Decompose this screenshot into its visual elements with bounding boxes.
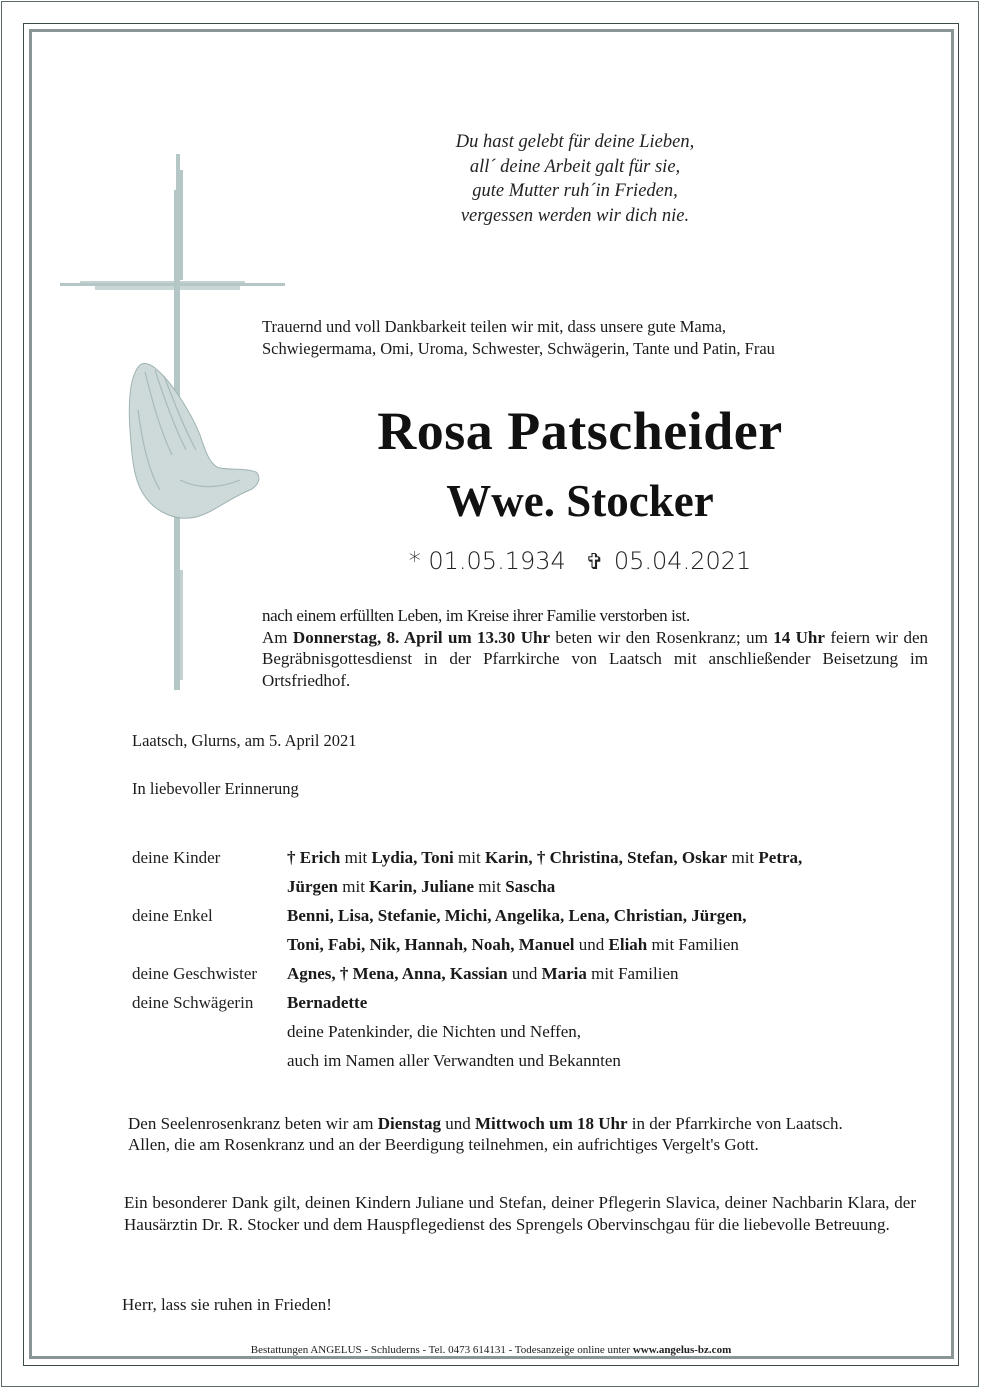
cross-icon: ✞ (585, 550, 604, 575)
family-row-kinder (132, 843, 932, 872)
text: mit (338, 877, 370, 896)
text: mit (453, 848, 485, 867)
family-label: deine Geschwister (132, 964, 258, 983)
intro-line: Trauernd und voll Dankbarkeit teilen wir mit, dass unsere gute Mama, (262, 317, 727, 336)
family-names-continued (132, 872, 932, 901)
announcement-line: nach einem erfüllten Leben, im Kreise ihrer Familie verstorben ist. (262, 606, 690, 625)
family-member-name: Maria (541, 964, 587, 983)
text: und (441, 1114, 475, 1133)
family-list (132, 843, 932, 1075)
rosary-line (128, 1113, 914, 1134)
family-member-name: Petra, (758, 848, 803, 867)
poem (400, 130, 750, 228)
text: mit (474, 877, 506, 896)
text: mit (727, 848, 759, 867)
closing-line: Herr, lass sie ruhen in Frieden! (122, 1295, 332, 1314)
deceased-maiden-name: Wwe. Stocker (446, 476, 714, 526)
family-row-enkel (132, 901, 932, 930)
family-names-continued (132, 930, 932, 959)
family-row-schwaegerin (132, 988, 932, 1017)
family-names (287, 988, 367, 1017)
remembrance-heading: In liebevoller Erinnerung (132, 779, 299, 798)
poem-line: Du hast gelebt für deine Lieben, (455, 132, 695, 152)
rosary-day-time: Mittwoch um 18 Uhr (475, 1114, 628, 1133)
intro-text (262, 316, 775, 360)
text: mit Familien (647, 935, 739, 954)
text: mit Familien (586, 964, 679, 983)
family-member-name: Toni, Fabi, Nik, Hannah, Noah, Manuel (287, 935, 575, 954)
poem-line: vergessen werden wir dich nie. (460, 205, 690, 226)
text: mit (340, 848, 372, 867)
rosary-date-time: Donnerstag, 8. April um 13.30 Uhr (292, 627, 550, 647)
family-member-name: Agnes, † Mena, Anna, Kassian (287, 964, 508, 983)
text: Am (262, 627, 293, 647)
family-member-name: Bernadette (287, 993, 368, 1012)
announcement (262, 605, 928, 691)
family-label: deine Enkel (132, 906, 213, 925)
footer-url[interactable]: www.angelus-bz.com (632, 1344, 732, 1356)
family-member-name: † Erich (287, 848, 341, 867)
thanks-line: Allen, die am Rosenkranz und an der Beerdigung teilnehmen, ein aufrichtiges Vergelt's Gott. (128, 1135, 759, 1154)
family-member-name: Benni, Lisa, Stefanie, Michi, Angelika, Lena, Christian, Jürgen, (287, 906, 747, 925)
family-label: deine Kinder (132, 848, 221, 867)
family-names (287, 959, 679, 988)
rosary-notice (128, 1113, 914, 1155)
rosary-day: Dienstag (377, 1114, 441, 1133)
family-names (287, 901, 747, 930)
death-date: 05.04.2021 (613, 547, 752, 575)
poem-line: gute Mutter ruh´in Frieden, (472, 181, 678, 201)
text: in der Pfarrkirche von Laatsch. (627, 1114, 843, 1133)
family-member-name: Karin, Juliane (369, 877, 475, 896)
text: beten wir den Rosenkranz; um (550, 627, 774, 647)
place-date: Laatsch, Glurns, am 5. April 2021 (132, 731, 357, 750)
funeral-time: 14 Uhr (773, 627, 825, 647)
footer-text: Bestattungen ANGELUS - Schluderns - Tel. 0473 614131 - Todesanzeige online unter (250, 1344, 633, 1356)
family-member-name: Eliah (608, 935, 648, 954)
family-member-name: Lydia, Toni (371, 848, 454, 867)
family-member-name: Jürgen (287, 877, 338, 896)
text: und (507, 964, 542, 983)
text: Den Seelenrosenkranz beten wir am (128, 1114, 378, 1133)
birth-date: 01.05.1934 (428, 547, 566, 575)
text: und (574, 935, 609, 954)
special-thanks: Ein besonderer Dank gilt, deinen Kindern Juliane und Stefan, deiner Pflegerin Slavica, deiner Nachbarin Klara, der Hausärztin Dr. R. Stocker und dem Hauspflegedienst des Sprengels Obervinschgau für die liebevolle Betreuung. (124, 1193, 916, 1234)
family-label: deine Schwägerin (132, 993, 254, 1012)
poem-line: all´ deine Arbeit galt für sie, (469, 156, 681, 177)
family-row-geschwister (132, 959, 932, 988)
family-member-name: Karin, † Christina, Stefan, Oskar (484, 848, 728, 867)
life-dates (250, 544, 910, 580)
family-extra: deine Patenkinder, die Nichten und Neffen, (287, 1022, 582, 1041)
footer (0, 1343, 982, 1357)
intro-line: Schwiegermama, Omi, Uroma, Schwester, Schwägerin, Tante und Patin, Frau (262, 339, 775, 358)
birth-symbol: * (408, 547, 421, 575)
family-member-name: Sascha (505, 877, 556, 896)
funeral-details (262, 627, 928, 692)
family-names (287, 843, 802, 872)
deceased-name: Rosa Patscheider (377, 401, 783, 461)
text: feiern wir den Begräbnisgottesdienst in der Pfarrkirche von Laatsch mit anschließender Beisetzung im Ortsfriedhof. (262, 627, 929, 690)
family-extra: auch im Namen aller Verwandten und Bekannten (287, 1051, 621, 1070)
